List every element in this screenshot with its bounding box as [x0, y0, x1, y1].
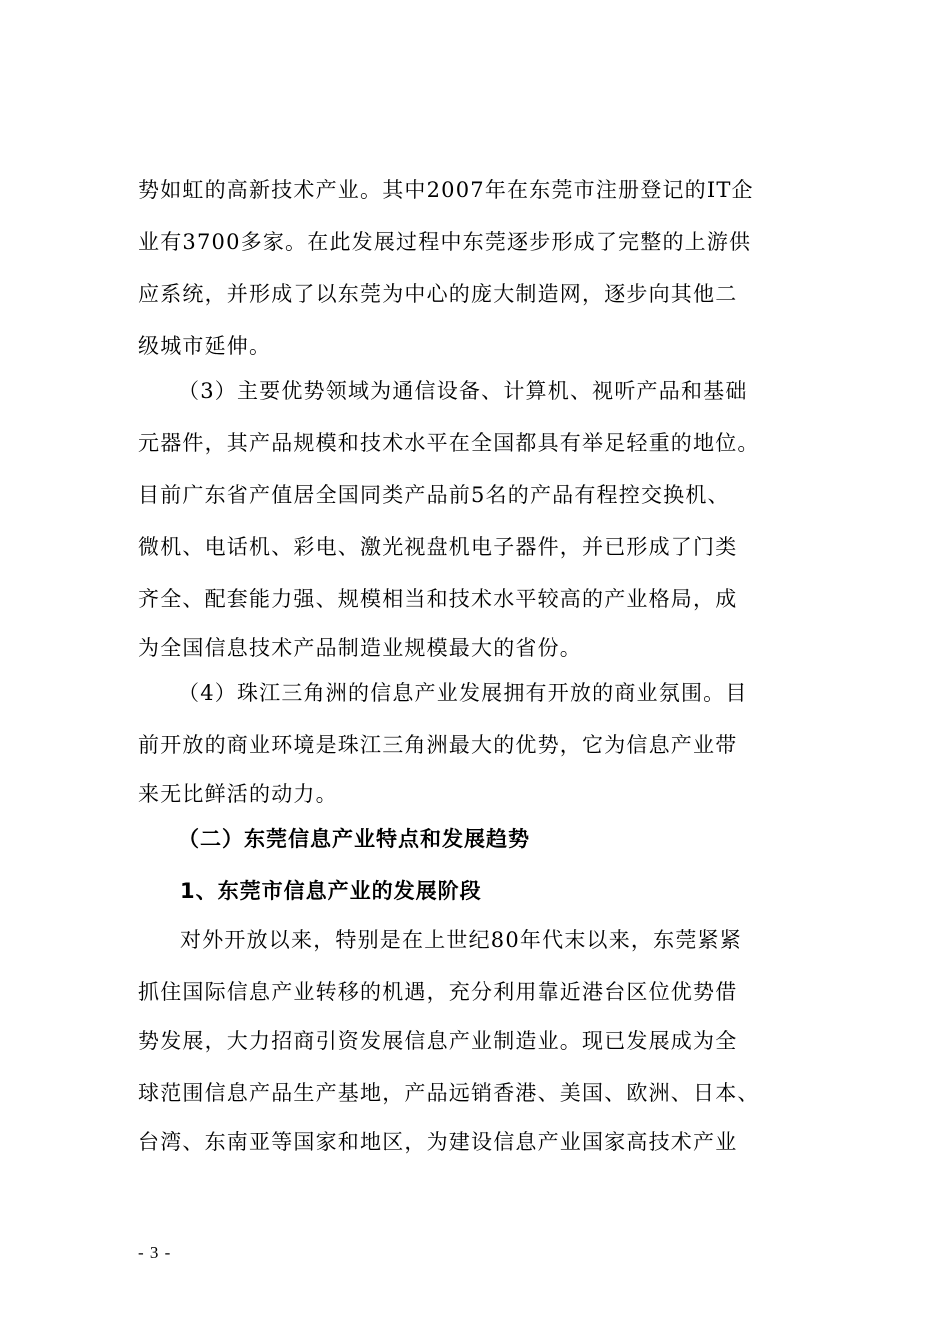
- subsection-heading: 1、东莞市信息产业的发展阶段: [180, 879, 482, 903]
- page-number: - 3 -: [138, 1243, 172, 1262]
- body-line: 元器件，其产品规模和技术水平在全国都具有举足轻重的地位。: [138, 431, 760, 455]
- body-line: 级城市延伸。: [138, 334, 272, 358]
- body-line: 抓住国际信息产业转移的机遇，充分利用靠近港台区位优势借: [138, 980, 738, 1004]
- body-line: 目前广东省产值居全国同类产品前5名的产品有程控交换机、: [138, 483, 730, 507]
- section-heading: （二）东莞信息产业特点和发展趋势: [178, 827, 530, 851]
- paragraph-start-line: 对外开放以来，特别是在上世纪80年代末以来，东莞紧紧: [180, 928, 742, 952]
- body-line: 势如虹的高新技术产业。其中2007年在东莞市注册登记的IT企: [138, 178, 754, 202]
- body-line: 势发展，大力招商引资发展信息产业制造业。现已发展成为全: [138, 1029, 738, 1053]
- body-line: 业有3700多家。在此发展过程中东莞逐步形成了完整的上游供: [138, 230, 752, 254]
- body-line: 应系统，并形成了以东莞为中心的庞大制造网，逐步向其他二: [138, 282, 738, 306]
- body-line: 台湾、东南亚等国家和地区，为建设信息产业国家高技术产业: [138, 1130, 738, 1154]
- body-line: 微机、电话机、彩电、激光视盘机电子器件，并已形成了门类: [138, 535, 738, 559]
- body-line: 前开放的商业环境是珠江三角洲最大的优势，它为信息产业带: [138, 733, 738, 757]
- paragraph-start-line: （4）珠江三角洲的信息产业发展拥有开放的商业氛围。目: [178, 681, 748, 705]
- body-line: 球范围信息产品生产基地，产品远销香港、美国、欧洲、日本、: [138, 1081, 760, 1105]
- body-line: 齐全、配套能力强、规模相当和技术水平较高的产业格局，成: [138, 587, 738, 611]
- body-line: 来无比鲜活的动力。: [138, 782, 338, 806]
- paragraph-start-line: （3）主要优势领域为通信设备、计算机、视听产品和基础: [178, 379, 748, 403]
- body-line: 为全国信息技术产品制造业规模最大的省份。: [138, 636, 582, 660]
